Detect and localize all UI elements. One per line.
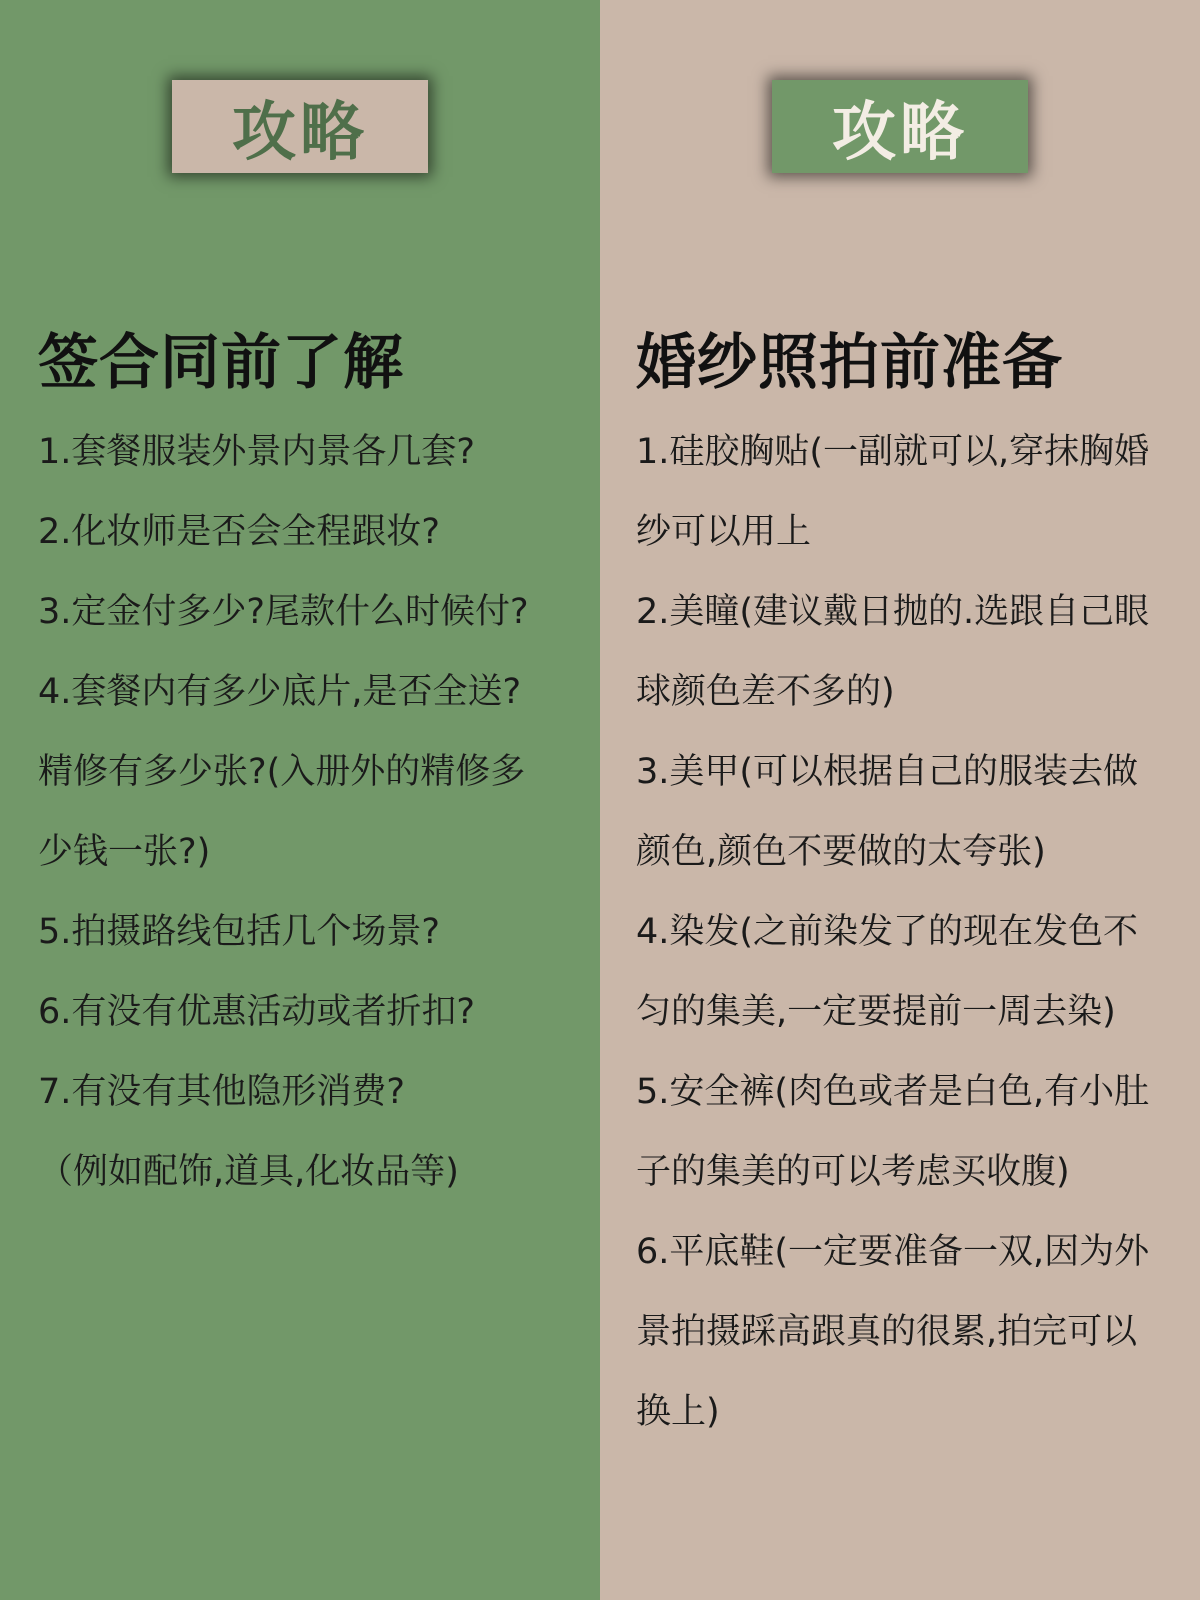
- left-item-list: [38, 412, 590, 1212]
- right-item-line: 4.染发(之前染发了的现在发色不: [636, 912, 1139, 952]
- right-item-line: 换上): [636, 1392, 720, 1432]
- right-item-line: 匀的集美,一定要提前一周去染): [636, 992, 1116, 1032]
- right-item-list: [636, 412, 1190, 1452]
- right-item-line: 球颜色差不多的): [636, 672, 895, 712]
- right-badge: 攻略: [772, 80, 1028, 173]
- left-item-line: 1.套餐服装外景内景各几套?: [38, 432, 475, 472]
- left-item-line: 5.拍摄路线包括几个场景?: [38, 912, 440, 952]
- left-item-line: 精修有多少张?(入册外的精修多: [38, 752, 526, 792]
- left-item-line: 7.有没有其他隐形消费?: [38, 1072, 405, 1112]
- left-item-line: 少钱一张?): [38, 832, 211, 872]
- left-item-line: 2.化妆师是否会全程跟妆?: [38, 512, 440, 552]
- right-item-line: 子的集美的可以考虑买收腹): [636, 1152, 1070, 1192]
- left-item-line: 3.定金付多少?尾款什么时候付?: [38, 592, 529, 632]
- left-heading: 签合同前了解: [38, 328, 404, 398]
- right-item-line: 景拍摄踩高跟真的很累,拍完可以: [636, 1312, 1138, 1352]
- left-item-line: 4.套餐内有多少底片,是否全送?: [38, 672, 522, 712]
- left-badge: 攻略: [172, 80, 428, 173]
- left-item-line: 6.有没有优惠活动或者折扣?: [38, 992, 475, 1032]
- right-item-line: 5.安全裤(肉色或者是白色,有小肚: [636, 1072, 1150, 1112]
- right-heading: 婚纱照拍前准备: [636, 328, 1063, 398]
- right-item-line: 6.平底鞋(一定要准备一双,因为外: [636, 1232, 1150, 1272]
- left-item-line: （例如配饰,道具,化妆品等): [38, 1152, 459, 1192]
- right-panel: [600, 0, 1200, 1600]
- right-item-line: 1.硅胶胸贴(一副就可以,穿抹胸婚: [636, 432, 1150, 472]
- right-item-line: 纱可以用上: [636, 512, 812, 552]
- right-item-line: 颜色,颜色不要做的太夸张): [636, 832, 1046, 872]
- right-item-line: 2.美瞳(建议戴日抛的.选跟自己眼: [636, 592, 1150, 632]
- right-item-line: 3.美甲(可以根据自己的服装去做: [636, 752, 1139, 792]
